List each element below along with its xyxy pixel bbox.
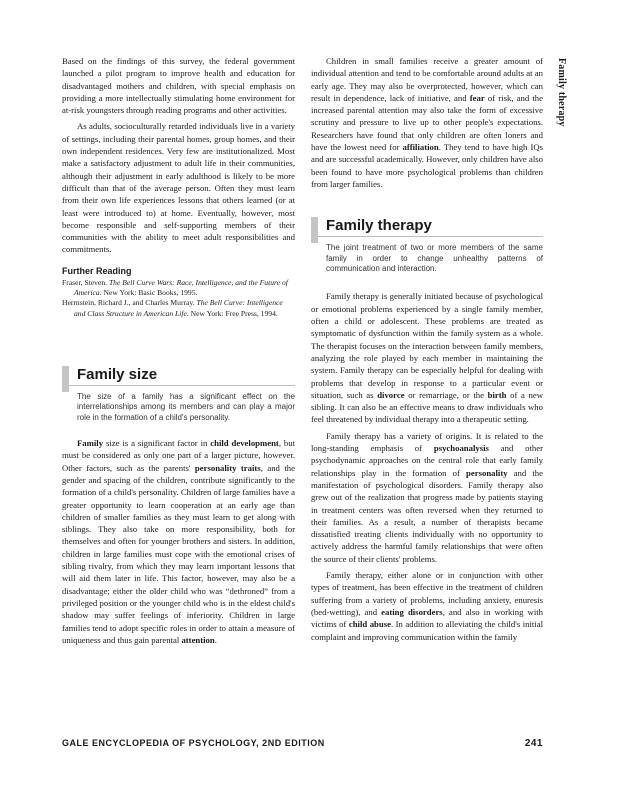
reference-author: Fraser, Steven. bbox=[62, 278, 108, 288]
entry-definition: The size of a family has a significant effect on the interrelationships among its members and can play a major role in the formation of a child's personality. bbox=[77, 391, 295, 422]
reference-title: The Bell Curve Wars: Race, Intelligence, and the Future of America. bbox=[74, 278, 288, 298]
reference-publisher: New York: Free Press, 1994. bbox=[190, 308, 278, 318]
body-paragraph: Based on the findings of this survey, the federal government launched a pilot program to improve health and education for disadvantaged mothers and children, with special emphasis on providing a more intellectually stimulating home environment for at-risk youngsters through reading programs and other activities. bbox=[62, 56, 295, 116]
key-term: birth bbox=[487, 389, 507, 400]
text-run: . bbox=[214, 634, 217, 645]
body-paragraph bbox=[311, 430, 543, 565]
text-run: of a new sibling. It can also be an effective means to draw individuals who feel threatened by individual therapy into a therapeutic setting. bbox=[311, 389, 543, 425]
text-run: of risk, and the increased parental attention may also take the form of excessive scrutiny and pressure to live up to other people's expectations. Researchers have found that only children are often loners and have the lowest need for bbox=[311, 92, 543, 153]
key-term: attention bbox=[181, 634, 215, 645]
text-run: , but must be considered as only one part of a larger picture, however. Other factors, such as the parents' bbox=[62, 438, 296, 473]
text-run: . In addition to alleviating the child's initial complaint and improving communication within the family bbox=[311, 619, 544, 642]
page-footer bbox=[62, 738, 543, 752]
text-run: . They tend to have high IQs and are successful academically. However, only children have also been found to have more psychological problems than children from larger families. bbox=[311, 142, 543, 189]
entry-title: Family size bbox=[77, 365, 158, 383]
text-run: size is a significant factor in bbox=[103, 438, 211, 449]
text-run: or remarriage, or the bbox=[404, 389, 488, 400]
entry-rule bbox=[62, 385, 295, 386]
key-term: child development bbox=[210, 438, 279, 449]
right-column bbox=[311, 55, 543, 643]
further-reading-heading: Further Reading bbox=[62, 265, 132, 276]
reference-title: The Bell Curve: Intelligence and Class Structure in American Life. bbox=[74, 298, 283, 318]
body-paragraph bbox=[311, 569, 543, 643]
running-head: Family therapy bbox=[556, 58, 567, 127]
key-term: personality traits bbox=[194, 462, 261, 473]
body-paragraph bbox=[62, 437, 295, 646]
key-term: Family bbox=[77, 438, 104, 449]
text-run: and other psychodynamic approaches on the central role that early family relationships play in the formation of bbox=[311, 443, 543, 478]
text-run: , and the gender and spacing of the children, contribute significantly to the formation of a child's personality. Children of large families have a greater opportunity to learn cooperation at an early age than children of smaller families as they must learn to get along with siblings. They also take on more responsibility, both for themselves and often for younger brothers and sisters. In addition, children in large families must cope with the emotional crises of sibling rivalry, from which they may learn important lessons that will aid them later in life. This factor, however, may also be a disadvantage; either the older child who was “dethroned” from a privileged position or the younger child who is in the eldest child's shadow may suffer feelings of inferiority. Children in large families tend to adopt specific roles in order to attain a measure of uniqueness and thus gain parental bbox=[62, 462, 295, 645]
body-paragraph: As adults, socioculturally retarded individuals live in a variety of settings, including their parental homes, group homes, and their own independent residences. Very few are institutionalized. Most make a satisfactory adjustment to adult life in their communities, although their adjustment in early adulthood is likely to be more difficult than that of the average person. Often they must learn from their own life experiences lessons that others learned (or at least were introduced to) at home. Eventually, however, most become responsible and self-supporting members of their communities with the ability to meet adult responsibilities and commitments. bbox=[62, 121, 295, 255]
key-term: psychoanalysis bbox=[433, 443, 489, 454]
entry-marker-bar bbox=[311, 217, 318, 243]
publication-title: GALE ENCYCLOPEDIA OF PSYCHOLOGY, 2ND EDITION bbox=[62, 738, 325, 748]
text-run: Family therapy has a variety of origins. It is related to the long-standing emphasis of bbox=[311, 430, 543, 454]
entry-header-family-therapy bbox=[311, 216, 543, 274]
text-run: Family therapy, either alone or in conjunction with other types of treatment, has been effective in the treatment of children suffering from a variety of problems, including anxiety, enuresis (bed-wetting), and bbox=[311, 570, 543, 617]
page-number: 241 bbox=[524, 738, 543, 749]
key-term: fear bbox=[469, 92, 485, 103]
left-column bbox=[62, 55, 295, 646]
entry-title: Family therapy bbox=[326, 217, 432, 235]
reference-item bbox=[62, 278, 295, 298]
text-run: Family therapy is generally initiated because of psychological or emotional problems experienced by a single family member, often a child or adolescent. These problems are treated as symptomatic of dysfunction within the family system as a whole. The therapist focuses on the interaction between family members, analyzing the role played by each member in maintaining the system. Family therapy can be especially helpful for dealing with problems that develop in response to a particular event or situation, such as bbox=[311, 291, 543, 400]
text-run: , and also in working with victims of bbox=[311, 606, 544, 630]
entry-definition: The joint treatment of two or more members of the same family in order to change unhealthy patterns of communication and interaction. bbox=[326, 243, 543, 274]
body-paragraph bbox=[311, 55, 543, 190]
entry-header-family-size bbox=[62, 365, 295, 423]
key-term: eating disorders bbox=[381, 606, 443, 617]
body-paragraph bbox=[311, 290, 543, 425]
reference-item bbox=[62, 298, 295, 318]
reference-author: Herrnstein, Richard J., and Charles Murray. bbox=[62, 298, 195, 308]
key-term: affiliation bbox=[402, 142, 439, 153]
entry-marker-bar bbox=[62, 366, 69, 392]
entry-rule bbox=[311, 236, 543, 237]
key-term: personality bbox=[466, 467, 508, 478]
key-term: divorce bbox=[377, 389, 405, 400]
reference-publisher: New York: Basic Books, 1995. bbox=[103, 288, 198, 298]
key-term: child abuse bbox=[348, 619, 391, 630]
text-run: Children in small families receive a greater amount of individual attention and tend to be comfortable around adults at an early age. They may also be overprotected, however, which can result in dependence, lack of initiative, and bbox=[311, 56, 543, 103]
text-run: and the manifestation of psychological disorders. Family therapy also grew out of the realization that progress made by patients staying in treatment centers was often reversed when they returned to their families. As a result, a number of therapists became dissatisfied treating clients individually with no opportunity to actively address the harmful family relationships that were often the source of their clients' problems. bbox=[311, 467, 543, 564]
